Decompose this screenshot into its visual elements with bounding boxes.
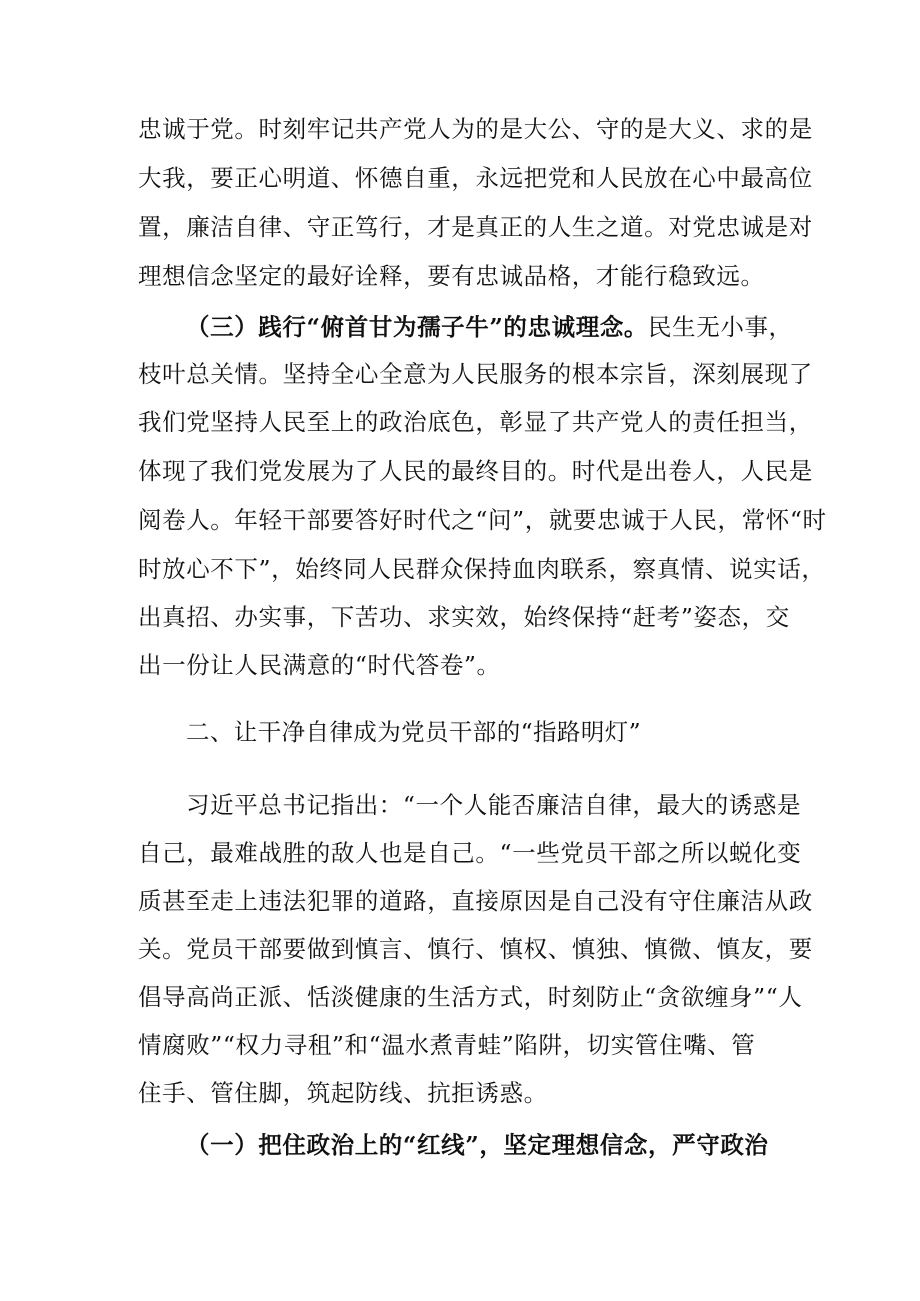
subheading-three: （三）践行“俯首甘为孺子牛”的忠诚理念。 [186, 313, 649, 341]
text-line-rest: 民生无小事， [648, 313, 793, 341]
text-line: 置，廉洁自律、守正笃行，才是真正的人生之道。对党忠诚是对 [138, 213, 813, 241]
text-line: 体现了我们党发展为了人民的最终目的。时代是出卷人，人民是 [138, 457, 813, 485]
text-line: 关。党员干部要做到慎言、慎行、慎权、慎独、慎微、慎友，要 [138, 935, 813, 963]
section-heading: 二、让干净自律成为党员干部的“指路明灯” [186, 718, 642, 746]
text-line: 时放心不下”，始终同人民群众保持血肉联系，察真情、说实话， [138, 555, 826, 583]
text-line: 出真招、办实事，下苦功、求实效，始终保持“赶考”姿态，交 [138, 603, 790, 631]
text-line: 出一份让人民满意的“时代答卷”。 [138, 651, 501, 679]
text-line: 忠诚于党。时刻牢记共产党人为的是大公、守的是大义、求的是 [138, 115, 813, 143]
subheading-one: （一）把住政治上的“红线”，坚定理想信念，严守政治 [186, 1131, 769, 1159]
text-line [186, 312, 798, 342]
text-line: 我们党坚持人民至上的政治底色，彰显了共产党人的责任担当， [138, 408, 813, 436]
text-line: 住手、管住脚，筑起防线、抗拒诱惑。 [138, 1079, 548, 1107]
text-line: 倡导高尚正派、恬淡健康的生活方式，时刻防止“贪欲缠身”“人 [138, 983, 803, 1011]
text-line: 自己，最难战胜的敌人也是自己。“一些党员干部之所以蜕化变 [138, 839, 802, 867]
text-line: 枝叶总关情。坚持全心全意为人民服务的根本宗旨，深刻展现了 [138, 360, 813, 388]
text-line: 阅卷人。年轻干部要答好时代之“问”，就要忠诚于人民，常怀“时 [138, 506, 827, 534]
text-line: 理想信念坚定的最好诠释，要有忠诚品格，才能行稳致远。 [138, 262, 765, 290]
text-line: 情腐败”“权力寻租”和“温水煮青蛙”陷阱，切实管住嘴、管 [138, 1031, 756, 1059]
text-line: 大我，要正心明道、怀德自重，永远把党和人民放在心中最高位 [138, 164, 813, 192]
text-line: 质甚至走上违法犯罪的道路，直接原因是自己没有守住廉洁从政 [138, 887, 813, 915]
text-line: 习近平总书记指出：“一个人能否廉洁自律，最大的诱惑是 [186, 791, 802, 819]
